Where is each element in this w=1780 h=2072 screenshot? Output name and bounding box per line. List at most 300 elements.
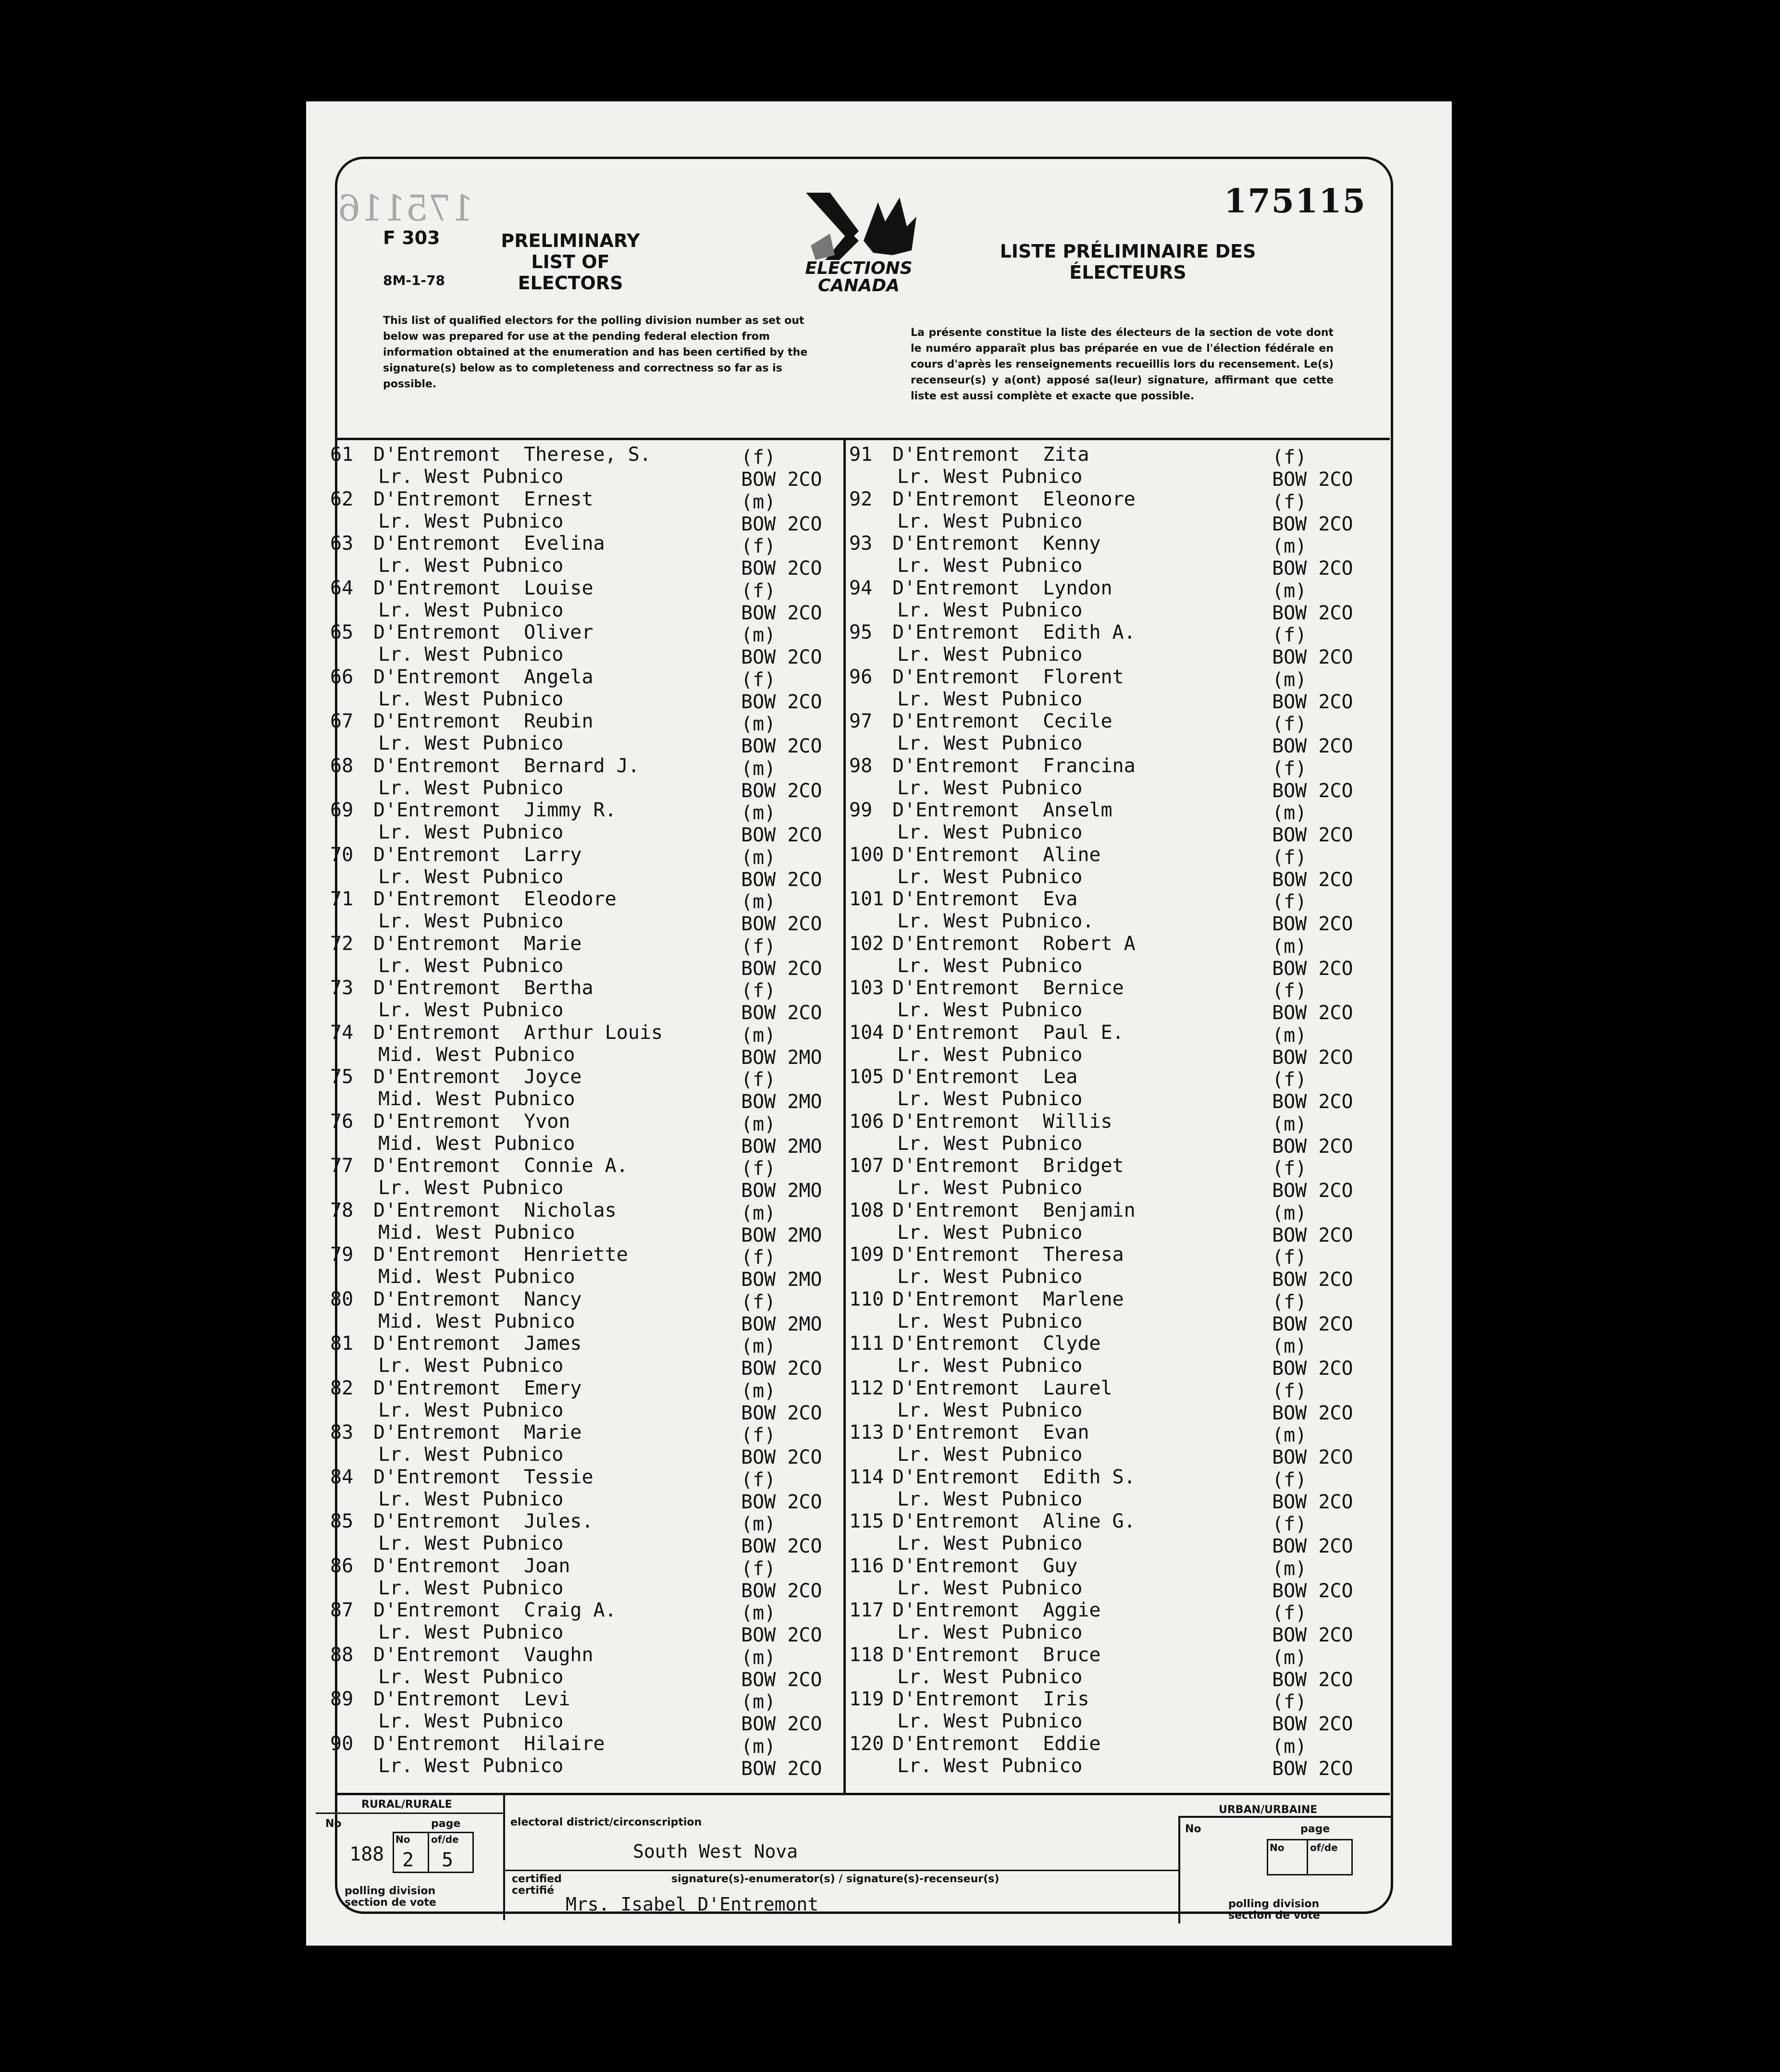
elector-entry [849,1599,1378,1644]
elector-number: 95 [849,621,873,643]
elector-entry [330,1155,835,1202]
elector-entry [330,932,835,980]
elector-sex: (f) [741,668,776,691]
elector-postal-code: BOW 2MO [741,1224,822,1246]
elector-entry [849,1155,1378,1202]
elector-name: D'Entremont Ernest [373,488,593,510]
elector-name: D'Entremont Jules. [373,1510,593,1532]
elector-sex: (f) [1272,1513,1307,1535]
elector-address: Lr. West Pubnico [897,555,1083,577]
elector-address: Lr. West Pubnico [897,1177,1083,1199]
elector-sex: (f) [1272,1468,1307,1491]
elector-entry [330,1377,835,1422]
elector-sex: (m) [741,713,776,735]
elector-entry [849,666,1378,711]
elector-name: D'Entremont Cecile [892,710,1112,732]
elector-entry [330,666,835,711]
elector-name: D'Entremont Bridget [892,1155,1124,1177]
elector-number: 103 [849,977,884,999]
elector-address: Lr. West Pubnico [897,688,1083,710]
elector-postal-code: BOW 2CO [1272,779,1353,802]
elector-entry [849,1555,1378,1600]
elector-postal-code: BOW 2CO [1272,557,1353,580]
elector-address: Mid. West Pubnico [378,1310,575,1332]
elector-sex: (m) [1272,1735,1307,1758]
elector-address: Lr. West Pubnico [897,1399,1083,1421]
elector-sex: (f) [1272,1691,1307,1713]
elector-address: Lr. West Pubnico [897,510,1083,532]
elector-name: D'Entremont Eleonore [892,488,1136,510]
elector-entry [849,1066,1378,1113]
elector-number: 99 [849,799,873,821]
elector-address: Mid. West Pubnico [378,1266,575,1288]
elector-name: D'Entremont Oliver [373,621,593,643]
elector-sex: (f) [741,1424,776,1446]
elector-postal-code: BOW 2CO [741,602,822,624]
elector-number: 110 [849,1288,884,1310]
elector-address: Lr. West Pubnico [378,910,564,932]
elector-entry [330,621,835,666]
elector-number: 83 [330,1421,354,1443]
elector-postal-code: BOW 2CO [1272,1624,1353,1646]
elector-name: D'Entremont Edith S. [892,1466,1136,1488]
elector-entry [330,1288,835,1333]
elector-sex: (f) [741,580,776,602]
elector-postal-code: BOW 2CO [741,913,822,935]
elector-sex: (f) [1272,624,1307,646]
intro-french: La présente constitue la liste des électeurs de la section de vote dont le numéro apparaît plus bas préparée en vue de l'élection fédérale en cours d'après les renseignements recueillis lors du recensement. Le(s) recenseur(s) y a(ont) apposé sa(leur) signature, affirmant que cette liste est aussi complète et exacte que possible. [911,327,1334,402]
elector-address: Lr. West Pubnico [378,1488,564,1510]
elector-postal-code: BOW 2CO [741,824,822,846]
elector-name: D'Entremont Craig A. [373,1599,617,1621]
elector-name: D'Entremont Theresa [892,1244,1124,1266]
elector-entry [849,932,1378,980]
elector-sex: (f) [741,446,776,469]
elector-entry [330,977,835,1022]
elector-address: Lr. West Pubnico [897,1355,1083,1377]
elector-address: Lr. West Pubnico [897,1754,1083,1777]
elector-number: 93 [849,532,873,555]
elector-address: Lr. West Pubnico [897,954,1083,977]
elector-entry [849,1688,1378,1733]
title-english: PRELIMINARY LIST OF ELECTORS [501,230,640,294]
elector-name: D'Entremont Willis [892,1110,1112,1133]
elector-entry [849,1644,1378,1689]
elector-address: Lr. West Pubnico [897,643,1083,666]
elector-name: D'Entremont Aggie [892,1599,1101,1621]
elector-sex: (f) [741,1158,776,1180]
elector-number: 106 [849,1110,884,1133]
elector-number: 117 [849,1599,884,1621]
electors-column-right [849,444,1378,1780]
elector-postal-code: BOW 2CO [1272,1046,1353,1069]
elector-postal-code: BOW 2CO [1272,1180,1353,1202]
elector-address: Lr. West Pubnico [378,688,564,710]
elector-postal-code: BOW 2CO [1272,957,1353,980]
elector-sex: (m) [741,1113,776,1135]
elector-name: D'Entremont Nancy [373,1288,582,1310]
rural-label-rule [316,1813,503,1814]
rural-label: RURAL/RURALE [361,1799,452,1811]
elector-number: 67 [330,710,354,732]
elector-postal-code: BOW 2CO [741,1402,822,1424]
elector-sex: (m) [1272,1424,1307,1446]
signature-line [503,1870,1178,1871]
logo-text: ELECTIONS CANADA [805,259,913,296]
form-date: 8M-1-78 [383,272,445,288]
elector-address: Mid. West Pubnico [378,1221,575,1244]
elector-number: 71 [330,888,354,910]
electors-column-left [330,444,835,1780]
elector-postal-code: BOW 2CO [1272,1713,1353,1735]
elector-address: Lr. West Pubnico [897,821,1083,843]
elector-address: Lr. West Pubnico [378,1665,564,1688]
elector-number: 105 [849,1066,884,1088]
elector-sex: (m) [1272,1557,1307,1580]
elector-number: 61 [330,444,354,466]
elector-number: 78 [330,1199,354,1221]
elector-address: Lr. West Pubnico [897,732,1083,754]
elector-sex: (m) [741,891,776,913]
cell-of-label: of/de [431,1834,459,1845]
elector-number: 81 [330,1332,354,1355]
elector-postal-code: BOW 2MO [741,1313,822,1335]
elector-address: Lr. West Pubnico [897,1443,1083,1466]
enumerator-signature: Mrs. Isabel D'Entremont [566,1894,819,1915]
elector-address: Lr. West Pubnico [897,1710,1083,1732]
elector-number: 88 [330,1643,354,1666]
elector-entry [849,755,1378,800]
elector-number: 92 [849,488,873,510]
elector-name: D'Entremont Joan [373,1554,570,1577]
elector-sex: (f) [1272,491,1307,513]
elector-address: Lr. West Pubnico [378,1177,564,1199]
elector-number: 97 [849,710,873,732]
district-value: South West Nova [633,1841,798,1862]
elector-sex: (m) [741,1202,776,1224]
elector-sex: (f) [1272,1602,1307,1624]
elector-number: 87 [330,1599,354,1621]
elector-entry [849,977,1378,1022]
elector-postal-code: BOW 2CO [1272,1668,1353,1691]
elector-number: 90 [330,1732,354,1755]
elector-postal-code: BOW 2CO [741,469,822,491]
elector-entry [330,1332,835,1380]
elector-entry [330,755,835,800]
elector-number: 70 [330,843,354,866]
rural-box [316,1795,505,1920]
elector-sex: (f) [741,1557,776,1580]
elector-entry [849,843,1378,891]
elector-entry [330,1599,835,1644]
elector-entry [330,1199,835,1244]
elector-address: Lr. West Pubnico [378,732,564,754]
elector-number: 68 [330,754,354,777]
district-label: electoral district/circonscription [510,1816,702,1828]
elector-postal-code: BOW 2CO [1272,1091,1353,1113]
elector-entry [849,488,1378,533]
elector-postal-code: BOW 2CO [741,513,822,535]
serial-number: 175115 [1224,182,1366,221]
elector-address: Lr. West Pubnico [378,1754,564,1777]
elector-number: 74 [330,1021,354,1044]
elector-number: 75 [330,1066,354,1088]
elector-name: D'Entremont Edith A. [892,621,1136,643]
elector-sex: (f) [1272,1246,1307,1269]
elector-postal-code: BOW 2CO [741,1668,822,1691]
elector-entry [849,1510,1378,1555]
elector-sex: (f) [1272,1291,1307,1313]
elector-name: D'Entremont Eva [892,888,1078,910]
elector-sex: (m) [741,1691,776,1713]
elector-entry [849,1021,1378,1069]
elector-number: 101 [849,888,884,910]
elector-name: D'Entremont Arthur Louis [373,1021,663,1044]
rural-page-label: page [431,1818,461,1830]
elector-name: D'Entremont Reubin [373,710,593,732]
elector-postal-code: BOW 2CO [741,1757,822,1780]
elector-name: D'Entremont Eleodore [373,888,617,910]
elector-number: 65 [330,621,354,643]
elector-postal-code: BOW 2CO [1272,1579,1353,1602]
elector-postal-code: BOW 2CO [741,1446,822,1468]
elector-sex: (m) [1272,668,1307,691]
elector-name: D'Entremont Bernard J. [373,754,640,777]
elector-address: Lr. West Pubnico [897,1577,1083,1599]
elector-sex: (m) [741,624,776,646]
elector-address: Lr. West Pubnico [897,1310,1083,1332]
elector-sex: (f) [1272,446,1307,469]
elector-postal-code: BOW 2CO [741,646,822,668]
elector-number: 76 [330,1110,354,1133]
elector-number: 118 [849,1643,884,1666]
elector-postal-code: BOW 2CO [741,1535,822,1557]
elector-number: 82 [330,1377,354,1399]
urban-page-label: page [1300,1823,1330,1835]
elector-entry [330,1244,835,1291]
elector-sex: (m) [741,491,776,513]
elector-name: D'Entremont Francina [892,754,1136,777]
elector-entry [849,621,1378,666]
elector-sex: (f) [1272,1069,1307,1091]
elector-address: Lr. West Pubnico. [897,910,1094,932]
elector-address: Lr. West Pubnico [897,1132,1083,1155]
elector-entry [849,1377,1378,1422]
elector-sex: (f) [741,935,776,958]
elector-name: D'Entremont Eddie [892,1732,1101,1755]
elector-name: D'Entremont Tessie [373,1466,593,1488]
elector-sex: (f) [741,1291,776,1313]
elector-sex: (f) [1272,980,1307,1002]
certified-french: certifié [512,1885,555,1897]
elector-name: D'Entremont Marie [373,1421,582,1443]
elector-number: 115 [849,1510,884,1532]
urban-polling-label-fr: section de vote [1228,1910,1320,1922]
elector-address: Lr. West Pubnico [897,1488,1083,1510]
elector-postal-code: BOW 2CO [1272,1135,1353,1158]
elector-name: D'Entremont Evan [892,1421,1089,1443]
elector-address: Lr. West Pubnico [897,1088,1083,1110]
page-total: 5 [442,1849,454,1871]
elector-entry [849,1288,1378,1333]
elector-sex: (m) [741,846,776,869]
elector-number: 85 [330,1510,354,1532]
elector-postal-code: BOW 2CO [1272,1313,1353,1335]
elector-name: D'Entremont James [373,1332,582,1355]
elector-sex: (m) [1272,802,1307,824]
elector-sex: (m) [741,757,776,780]
elector-number: 63 [330,532,354,555]
elector-address: Lr. West Pubnico [897,999,1083,1021]
elector-name: D'Entremont Lea [892,1066,1078,1088]
elector-number: 119 [849,1688,884,1710]
elector-postal-code: BOW 2CO [1272,1535,1353,1557]
polling-division-number: 188 [349,1843,384,1865]
elector-address: Lr. West Pubnico [378,821,564,843]
elector-number: 64 [330,577,354,599]
elector-entry [330,1644,835,1689]
elector-entry [330,843,835,891]
elector-postal-code: BOW 2CO [1272,1402,1353,1424]
elector-entry [330,1510,835,1555]
elector-address: Lr. West Pubnico [378,466,564,488]
urban-cell-no-label: No [1270,1842,1285,1853]
elector-entry [330,1555,835,1600]
elector-number: 116 [849,1554,884,1577]
elector-number: 73 [330,977,354,999]
elector-sex: (m) [1272,580,1307,602]
elector-entry [330,710,835,755]
elector-name: D'Entremont Levi [373,1688,570,1710]
elector-address: Lr. West Pubnico [378,555,564,577]
elector-name: D'Entremont Jimmy R. [373,799,617,821]
elector-address: Mid. West Pubnico [378,1043,575,1066]
elector-name: D'Entremont Paul E. [892,1021,1124,1044]
elector-sex: (m) [1272,535,1307,557]
elector-address: Lr. West Pubnico [897,1221,1083,1244]
elector-postal-code: BOW 2CO [1272,824,1353,846]
elector-postal-code: BOW 2CO [1272,735,1353,757]
elector-postal-code: BOW 2MO [741,1046,822,1069]
elector-postal-code: BOW 2CO [741,735,822,757]
intro-english: This list of qualified electors for the polling division number as set out below was prepared for use at the pending federal election from information obtained at the enumeration and has been certified by the signature(s) below as to completeness and correctness so far as is possible. [383,315,808,390]
certified-english: certified [512,1873,562,1885]
elector-sex: (m) [741,1735,776,1758]
elector-sex: (f) [1272,757,1307,780]
elector-name: D'Entremont Angela [373,666,593,688]
elector-address: Lr. West Pubnico [378,1710,564,1732]
elector-sex: (f) [1272,713,1307,735]
elector-address: Lr. West Pubnico [378,1621,564,1643]
elector-name: D'Entremont Nicholas [373,1199,617,1221]
elector-number: 120 [849,1732,884,1755]
signature-label: signature(s)-enumerator(s) / signature(s)-recenseur(s) [671,1873,1000,1885]
elector-name: D'Entremont Hilaire [373,1732,605,1755]
elector-postal-code: BOW 2CO [741,1002,822,1024]
elector-number: 69 [330,799,354,821]
elector-name: D'Entremont Louise [373,577,593,599]
elector-entry [330,1732,835,1780]
elector-name: D'Entremont Marlene [892,1288,1124,1310]
elector-postal-code: BOW 2CO [741,1713,822,1735]
elector-entry [849,799,1378,844]
elector-postal-code: BOW 2CO [741,1357,822,1380]
urban-no-label: No [1185,1823,1201,1835]
elector-number: 108 [849,1199,884,1221]
elector-number: 102 [849,932,884,955]
elector-sex: (m) [741,1602,776,1624]
elector-postal-code: BOW 2MO [741,1091,822,1113]
elector-postal-code: BOW 2CO [1272,1002,1353,1024]
elector-postal-code: BOW 2CO [1272,646,1353,668]
elector-number: 89 [330,1688,354,1710]
elector-entry [849,1421,1378,1466]
elector-sex: (m) [1272,1024,1307,1047]
elector-number: 107 [849,1155,884,1177]
elector-name: D'Entremont Aline G. [892,1510,1136,1532]
elector-number: 66 [330,666,354,688]
elector-name: D'Entremont Zita [892,444,1089,466]
elector-postal-code: BOW 2CO [1272,1269,1353,1291]
elector-postal-code: BOW 2CO [741,1624,822,1646]
elector-name: D'Entremont Vaughn [373,1643,593,1666]
elector-entry [849,1732,1378,1780]
elector-name: D'Entremont Yvon [373,1110,570,1133]
elector-name: D'Entremont Larry [373,843,582,866]
elector-postal-code: BOW 2CO [1272,602,1353,624]
elector-number: 80 [330,1288,354,1310]
elector-address: Lr. West Pubnico [378,599,564,621]
elector-number: 114 [849,1466,884,1488]
elector-address: Lr. West Pubnico [897,1621,1083,1643]
elector-postal-code: BOW 2MO [741,1180,822,1202]
elector-sex: (m) [1272,935,1307,958]
elector-sex: (f) [741,980,776,1002]
elector-sex: (f) [741,1069,776,1091]
electors-list-document [306,101,1452,1946]
elector-postal-code: BOW 2CO [1272,513,1353,535]
elector-entry [849,1244,1378,1291]
elector-sex: (m) [1272,1202,1307,1224]
elector-address: Mid. West Pubnico [378,1132,575,1155]
elector-number: 100 [849,843,884,866]
elector-name: D'Entremont Guy [892,1554,1078,1577]
elector-postal-code: BOW 2CO [741,868,822,891]
elector-number: 96 [849,666,873,688]
elector-address: Lr. West Pubnico [897,777,1083,799]
elector-name: D'Entremont Robert A [892,932,1136,955]
elector-entry [330,799,835,844]
elector-sex: (f) [1272,891,1307,913]
elector-address: Lr. West Pubnico [897,1665,1083,1688]
elector-entry [330,1688,835,1733]
elector-sex: (m) [741,1513,776,1535]
elector-entry [330,1066,835,1113]
elector-entry [330,444,835,491]
elector-entry [330,532,835,580]
elector-postal-code: BOW 2CO [1272,469,1353,491]
elector-name: D'Entremont Kenny [892,532,1101,555]
elector-postal-code: BOW 2MO [741,1135,822,1158]
elector-postal-code: BOW 2CO [1272,1446,1353,1468]
elector-sex: (m) [1272,1335,1307,1357]
elector-sex: (m) [741,802,776,824]
elector-address: Lr. West Pubnico [378,510,564,532]
elector-postal-code: BOW 2CO [741,957,822,980]
elector-name: D'Entremont Iris [892,1688,1089,1710]
elector-name: D'Entremont Florent [892,666,1124,688]
urban-box [1178,1804,1392,1924]
